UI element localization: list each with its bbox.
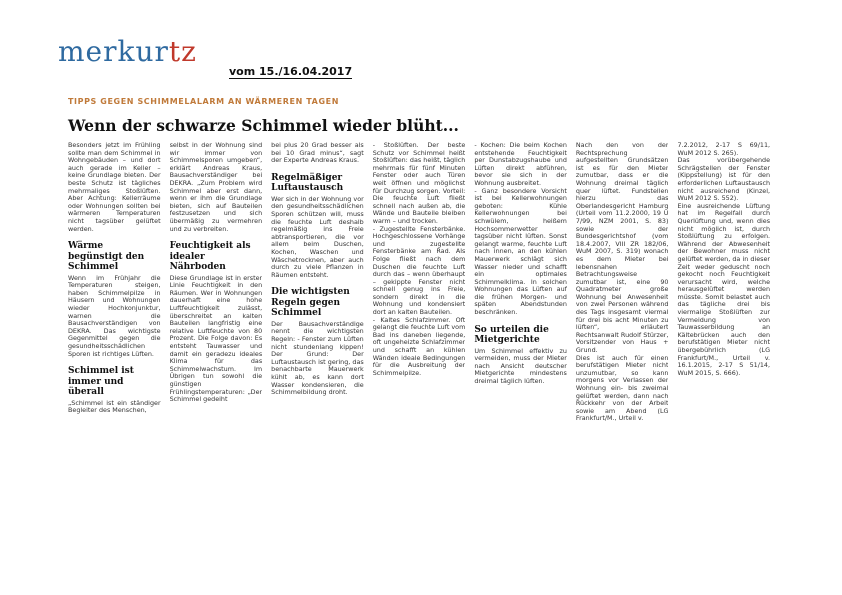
- subheading: Regelmäßiger Luftaustausch: [271, 172, 344, 194]
- paragraph: Diese Grundlage ist in erster Linie Feuchtigkeit in den Räumen. Wer in Wohnungen dauerhaft eine hohe Luftfeuchtigkeit zulässt, überschreitet an kalten Bauteilen langfristig eine relative Luftfeuchte von 80 Prozent. Die Folge davon: Es entsteht Tauwasser und damit ein geradezu ideales Klima für das Schimmelwachstum. Im Übrigen tun sowohl die günstigen Frühlingstemperaturen: „Der Schimmel gedeiht: [169, 273, 263, 404]
- article-body: [68, 142, 770, 522]
- paragraph: - Ganz besondere Vorsicht ist bei Kellerwohnungen geboten: Kühle Kellerwohnungen bei schwülem, heißem Hochsommerwetter tagsüber nicht lüften. Sonst gelangt warme, feuchte Luft nach innen, an den kühlen Mauerwerk schlägt sich Wasser nieder und schafft ein optimales Schimmelklima. In solchen Wohnungen das Lüften auf die frühen Morgen- und späten Abendstunden beschränken.: [474, 186, 567, 317]
- paragraph: Um Schimmel effektiv zu vermeiden, muss der Mieter nach Ansicht deutscher Mietgerichte mindestens dreimal täglich lüften.: [474, 346, 567, 386]
- subheading: Schimmel ist immer und überall: [68, 366, 134, 398]
- subheading: So urteilen die Mietgerichte: [474, 324, 549, 346]
- paragraph: Das vorübergehende Schrägstellen der Fenster (Kippstellung) ist für den erforderlichen Luftaustausch nicht ausreichend (Kinzel, WuM 2012 S. 552).: [677, 156, 771, 203]
- article-column-5: [474, 142, 567, 522]
- subheading: Wärme begünstigt den Schimmel: [68, 241, 145, 273]
- article-column-4: [373, 142, 466, 522]
- article-column-2: [170, 142, 263, 522]
- paragraph: Nach den von der Rechtsprechung aufgestellten Grundsätzen ist es für den Mieter zumutbar, dass er die Wohnung dreimal täglich quer lüftet. Fundstellen hierzu das Oberlandesgericht Hamburg (Urteil vom 11.2.2000, 19 U 7/99, NZM 2001, S. 83) sowie der Bundesgerichtshof (vom 18.4.2007, VIII ZR 182/06, WuM 2007, S. 319) wonach es dem Mieter bei lebensnahen Betrachtungsweise zumutbar ist, eine 90 Quadratmeter große Wohnung bei Anwesenheit von zwei Personen während des Tags insgesamt viermal für drei bis acht Minuten zu lüften“, erläutert Rechtsanwalt Rudolf Stürzer, Vorsitzender von Haus + Grund.: [575, 142, 669, 355]
- paragraph: „Schimmel ist ein ständiger Begleiter des Menschen,: [68, 398, 161, 415]
- paragraph: Eine ausreichende Lüftung hat im Regelfall durch Querlüftung und, wenn dies nicht möglich ist, durch Stoßlüftung zu erfolgen. Während der Abwesenheit der Bewohner muss nicht gelüftet werden, da in dieser Zeit weder geduscht noch gekocht noch Feuchtigkeit verursacht wird, welche herausgelüftet werden müsste. Somit belastet auch das tägliche drei bis viermalige Stoßlüften zur Vermeidung von Tauwasserbildung an Kältebrücken auch den berufstätigen Mieter nicht übergebührlich (LG Frankfurt/M., Urteil v. 16.1.2015, 2-17 S 51/14, WuM 2015, S. 666).: [677, 201, 771, 377]
- article-column-3: [271, 142, 364, 522]
- paragraph: - Kochen: Die beim Kochen entstehende Feuchtigkeit per Dunstabzugshaube und Lüften direkt abführen, bevor sie sich in der Wohnung ausbreitet.: [474, 142, 567, 187]
- paragraph: bei plus 20 Grad besser als bei 10 Grad minus“, sagt der Experte Andreas Kraus.: [271, 142, 364, 165]
- publication-date: vom 15./16.04.2017: [229, 65, 353, 78]
- merkurtz-logo: [58, 35, 197, 68]
- paragraph: Dies ist auch für einen berufstätigen Mieter nicht unzumutbar, so kann morgens vor Verlassen der Wohnung ein- bis zweimal gelüftet werden, dann nach Rückkehr von der Arbeit sowie am Abend (LG Frankfurt/M., Urteil v.: [575, 353, 669, 423]
- logo-part-tz: tz: [168, 35, 197, 68]
- paragraph: Besonders jetzt im Frühling sollte man dem Schimmel in Wohngebäuden – und dort auch gerade im Keller – keine Grundlage bieten. Der beste Schutz ist tägliches mehrmaliges Stoßlüften. Aber Achtung: Kellerräume oder Wohnungen sollten bei wärmeren Temperaturen nicht tagsüber gelüftet werden.: [68, 142, 161, 233]
- paragraph: Wenn im Frühjahr die Temperaturen steigen, haben Schimmelpilze in Häusern und Wohnungen wieder Hochkonjunktur, warnen die Bausachverständigen von DEKRA. Das wichtigste Gegenmittel gegen die gesundheitsschädlichen Sporen ist richtiges Lüften.: [68, 273, 161, 358]
- paragraph: 7.2.2012, 2-17 S 69/11, WuM 2012 S. 265).: [677, 142, 771, 157]
- paragraph: Der Bausachverständige nennt die wichtigsten Regeln: - Fenster zum Lüften nicht stundenlang kippen! Der Grund: Der Luftaustausch ist gering, das benachbarte Mauerwerk kühlt ab, es kann dort Wasser kondensieren, die Schimmelbildung droht.: [271, 319, 364, 397]
- logo-part-merkur: merkur: [58, 35, 169, 68]
- article-column-7: [677, 142, 770, 522]
- paragraph: - Kaltes Schlafzimmer. Oft gelangt die feuchte Luft vom Bad ins daneben liegende, oft ungeheizte Schlafzimmer und schafft an kühlen Wänden ideale Bedingungen für die Ausbreitung der Schimmelpilze.: [372, 315, 466, 377]
- article-kicker: TIPPS GEGEN SCHIMMELALARM AN WÄRMEREN TAGEN: [68, 97, 339, 106]
- article-column-6: [576, 142, 669, 522]
- paragraph: - Zugestellte Fensterbänke. Hochgeschlossene Vorhänge und zugestellte Fensterbänke am Rad. Als Folge fließt nach dem Duschen die feuchte Luft durch das – wenn überhaupt – gekippte Fenster nicht schnell genug ins Freie, sondern direkt in die Wohnung und kondensiert dort an kalten Bauteilen.: [372, 224, 466, 317]
- paragraph: selbst in der Wohnung sind wir immer von Schimmelsporen umgeben“, erklärt Andreas Kraus, Bausachverständiger bei DEKRA. „Zum Problem wird Schimmel aber erst dann, wenn er ihm die Grundlage bieten, sich auf Bauteilen festzusetzen und sich übermäßig zu vermehren und zu verbreiten.: [169, 142, 263, 233]
- paragraph: - Stoßlüften. Der beste Schutz vor Schimmel heißt Stoßlüften: das heißt, täglich mehrmals für fünf Minuten Fenster oder auch Türen weit öffnen und möglichst für Durchzug sorgen. Vorteil: Die feuchte Luft fließt schnell nach außen ab, die Wände und Bauteile bleiben warm – und trocken.: [372, 142, 466, 225]
- article-column-1: [68, 142, 161, 522]
- subheading: Feuchtigkeit als idealer Nährboden: [169, 241, 251, 273]
- paragraph: Wer sich in der Wohnung vor den gesundheitsschädlichen Sporen schützen will, muss die feuchte Luft deshalb regelmäßig ins Freie abtransportieren, die vor allem beim Duschen, Kochen, Waschen und Wäschetrocknen, aber auch durch zu viele Pflanzen in Räumen entsteht.: [271, 194, 364, 279]
- subheading: Die wichtigsten Regeln gegen Schimmel: [271, 287, 350, 319]
- article-headline: Wenn der schwarze Schimmel wieder blüht...: [68, 116, 459, 135]
